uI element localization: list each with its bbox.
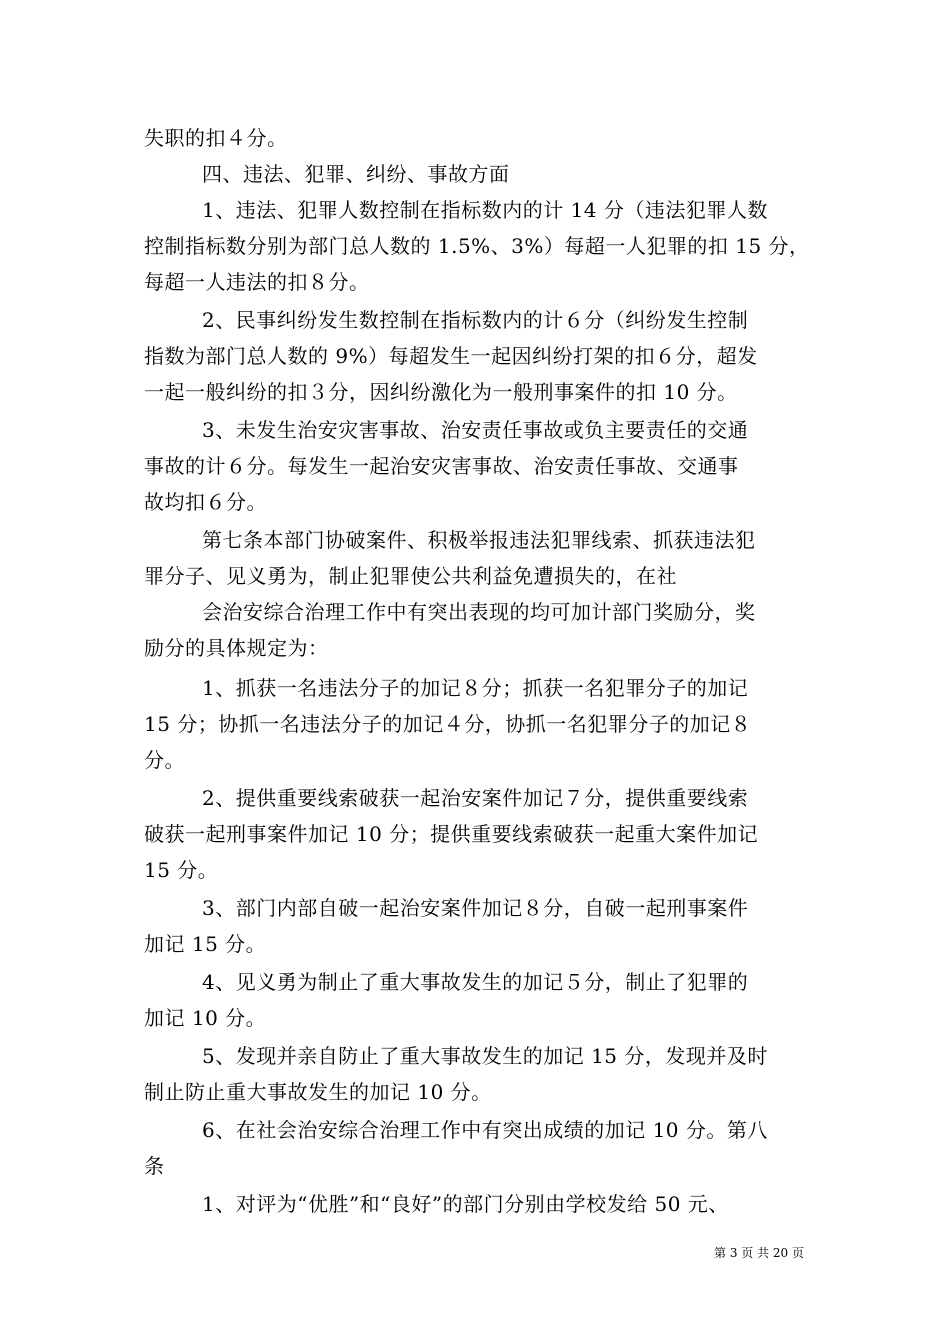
paragraph-line: 罪分子、见义勇为，制止犯罪使公共利益免遭损失的，在社 [144, 564, 677, 588]
paragraph-line: 6、在社会治安综合治理工作中有突出成绩的加记 10 分。第八 [202, 1118, 768, 1142]
paragraph-line: 每超一人违法的扣８分。 [144, 270, 370, 294]
paragraph-line: 2、提供重要线索破获一起治安案件加记７分，提供重要线索 [202, 786, 749, 810]
paragraph-line: 加记 15 分。 [144, 932, 267, 956]
paragraph-line: 控制指标数分别为部门总人数的 1.5%、3%）每超一人犯罪的扣 15 分， [144, 234, 810, 258]
paragraph-line: 破获一起刑事案件加记 10 分；提供重要线索破获一起重大案件加记 [144, 822, 759, 846]
paragraph-line: 1、抓获一名违法分子的加记８分；抓获一名犯罪分子的加记 [202, 676, 749, 700]
paragraph-line: 2、民事纠纷发生数控制在指标数内的计６分（纠纷发生控制 [202, 308, 749, 332]
paragraph-line: 5、发现并亲自防止了重大事故发生的加记 15 分，发现并及时 [202, 1044, 768, 1068]
paragraph-line: 3、部门内部自破一起治安案件加记８分，自破一起刑事案件 [202, 896, 749, 920]
paragraph-line: 分。 [144, 748, 185, 772]
paragraph-line: 会治安综合治理工作中有突出表现的均可加计部门奖励分，奖 [202, 600, 756, 624]
paragraph-line: 1、对评为“优胜”和“良好”的部门分别由学校发给 50 元、 [202, 1192, 729, 1216]
paragraph-line: 故均扣６分。 [144, 490, 267, 514]
paragraph-line: 失职的扣４分。 [144, 126, 288, 150]
paragraph-line: 励分的具体规定为： [144, 636, 329, 660]
paragraph-line: 事故的计６分。每发生一起治安灾害事故、治安责任事故、交通事 [144, 454, 739, 478]
paragraph-line: 4、见义勇为制止了重大事故发生的加记５分，制止了犯罪的 [202, 970, 749, 994]
paragraph-line: 1、违法、犯罪人数控制在指标数内的计 14 分（违法犯罪人数 [202, 198, 768, 222]
paragraph-line: 加记 10 分。 [144, 1006, 267, 1030]
paragraph-line: 条 [144, 1154, 165, 1178]
paragraph-line: 一起一般纠纷的扣３分，因纠纷激化为一般刑事案件的扣 10 分。 [144, 380, 738, 404]
paragraph-line: 制止防止重大事故发生的加记 10 分。 [144, 1080, 492, 1104]
paragraph-line: 3、未发生治安灾害事故、治安责任事故或负主要责任的交通 [202, 418, 749, 442]
paragraph-line: 指数为部门总人数的 9%）每超发生一起因纠纷打架的扣６分，超发 [144, 344, 758, 368]
section-heading: 四、违法、犯罪、纠纷、事故方面 [202, 162, 510, 186]
page-number-footer: 第 3 页 共 20 页 [714, 1246, 804, 1260]
paragraph-line: 第七条本部门协破案件、积极举报违法犯罪线索、抓获违法犯 [202, 528, 756, 552]
paragraph-line: 15 分。 [144, 858, 219, 882]
paragraph-line: 15 分；协抓一名违法分子的加记４分，协抓一名犯罪分子的加记８ [144, 712, 752, 736]
